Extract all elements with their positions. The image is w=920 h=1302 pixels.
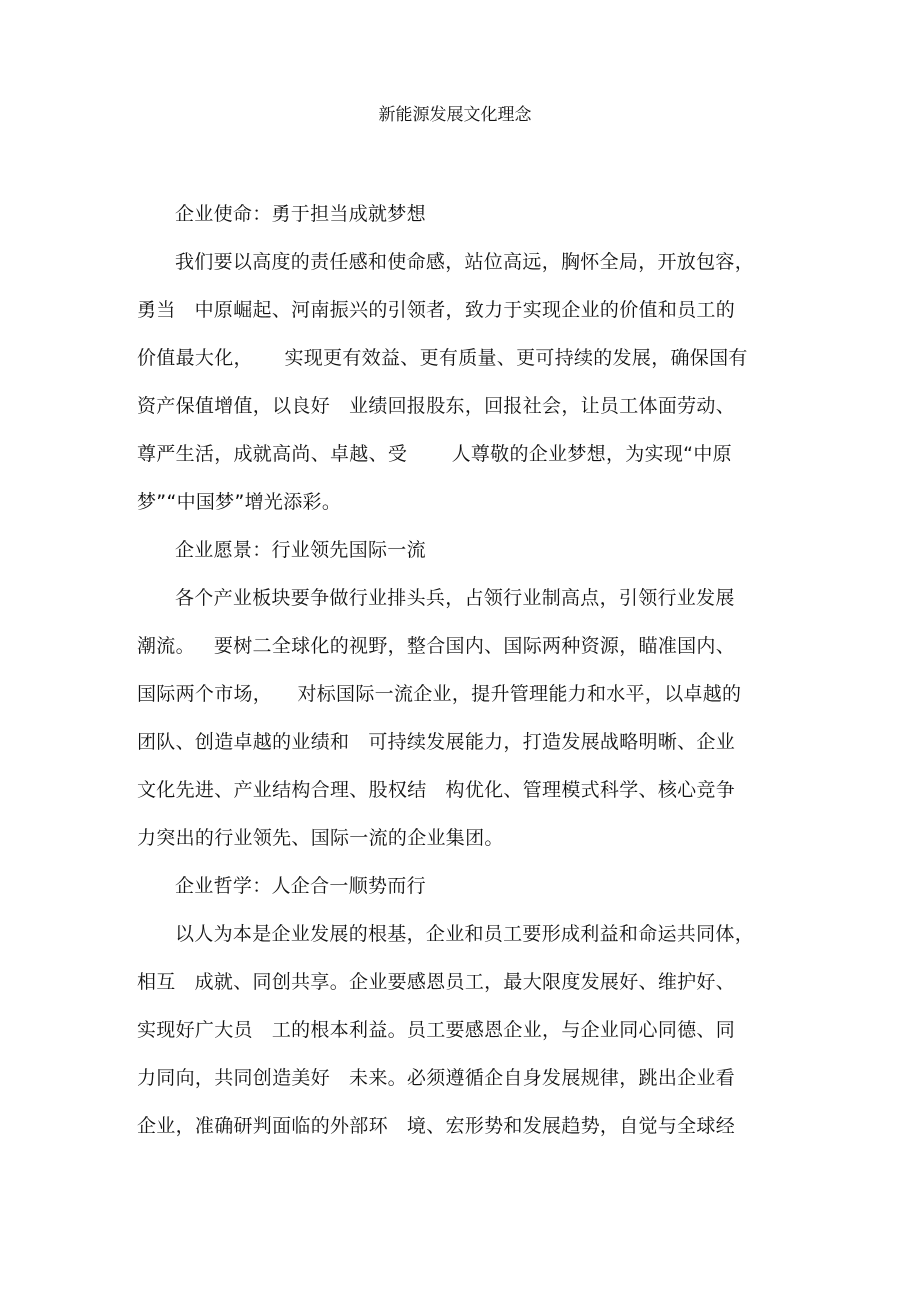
paragraph-line: 企业，准确研判面临的外部环 境、宏形势和发展趋势，自觉与全球经 [137, 1115, 736, 1137]
section-heading-philosophy: 企业哲学：人企合一顺势而行 [175, 875, 426, 897]
paragraph-line: 实现好广大员 工的根本利益。员工要感恩企业，与企业同心同德、同 [137, 1019, 736, 1041]
paragraph-line: 资产保值增值，以良好 业绩回报股东，回报社会，让员工体面劳动、 [137, 395, 736, 417]
document-title: 新能源发展文化理念 [378, 105, 532, 125]
paragraph-line: 以人为本是企业发展的根基，企业和员工要形成利益和命运共同体， [175, 923, 755, 945]
paragraph-line: 梦”“中国梦”增光添彩。 [137, 491, 342, 513]
paragraph-line: 相互 成就、同创共享。企业要感恩员工，最大限度发展好、维护好、 [137, 971, 736, 993]
paragraph-line: 我们要以高度的责任感和使命感，站位高远，胸怀全局，开放包容， [175, 251, 755, 273]
paragraph-line: 勇当 中原崛起、河南振兴的引领者，致力于实现企业的价值和员工的 [137, 299, 736, 321]
document-body [137, 190, 785, 1150]
paragraph-line: 国际两个市场， 对标国际一流企业，提升管理能力和水平，以卓越的 [137, 683, 742, 705]
paragraph-line: 力同向，共同创造美好 未来。必须遵循企自身发展规律，跳出企业看 [137, 1067, 736, 1089]
paragraph-line: 团队、创造卓越的业绩和 可持续发展能力，打造发展战略明晰、企业 [137, 731, 736, 753]
paragraph-line: 文化先进、产业结构合理、股权结 构优化、管理模式科学、核心竞争 [137, 779, 736, 801]
paragraph-line: 潮流。 要树二全球化的视野，整合国内、国际两种资源，瞄准国内、 [137, 635, 736, 657]
paragraph-line: 力突出的行业领先、国际一流的企业集团。 [137, 827, 504, 849]
section-heading-vision: 企业愿景：行业领先国际一流 [175, 539, 426, 561]
paragraph-line: 尊严生活，成就高尚、卓越、受 人尊敬的企业梦想，为实现“中原 [137, 443, 732, 465]
section-heading-mission: 企业使命：勇于担当成就梦想 [175, 203, 426, 225]
paragraph-line: 价值最大化， 实现更有效益、更有质量、更可持续的发展，确保国有 [137, 347, 748, 369]
paragraph-line: 各个产业板块要争做行业排头兵，占领行业制高点，引领行业发展 [175, 587, 735, 609]
